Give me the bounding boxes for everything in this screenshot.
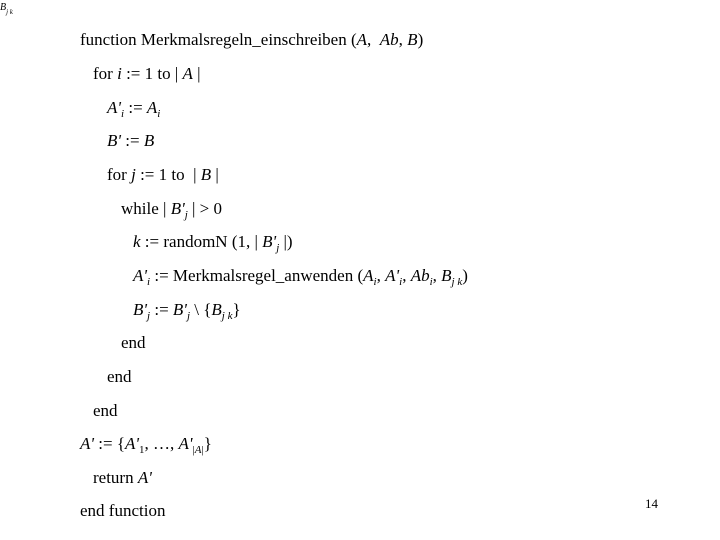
code-line-3: $A'_i$ := $A_i$: [107, 98, 161, 120]
code-line-4: B' := B: [107, 131, 155, 150]
code-line-8: $A'_i$ := Merkmalsregel_anwenden ($A_i$, $A'_i$, $Ab_i$, $B_{j k}$): [133, 266, 468, 288]
code-line-5: for j := 1 to | B |: [107, 165, 219, 184]
code-line-10: end: [121, 333, 146, 352]
code-line-11: end: [107, 367, 132, 386]
page-number: 14: [645, 496, 658, 511]
code-line-1: function Merkmalsregeln_einschreiben (A, Ab, B): [80, 30, 424, 49]
code-line-9: $B'_j$ := $B'_j$ \ $\{B_{j k}\}$: [133, 300, 241, 322]
code-line-13: A' := {$A'_1$, …, $A'_{|A|}$}: [80, 434, 212, 456]
corner-mark: $B_{j k}$: [0, 2, 13, 16]
code-line-15: end function: [80, 501, 166, 520]
code-line-6: while | $B'_j$ | > 0: [121, 199, 223, 221]
code-line-7: k := randomN (1, | $B'_j$ |): [133, 232, 293, 254]
code-line-12: end: [93, 401, 118, 420]
code-line-2: for i := 1 to | A |: [93, 64, 201, 83]
code-line-14: return A': [93, 468, 152, 487]
